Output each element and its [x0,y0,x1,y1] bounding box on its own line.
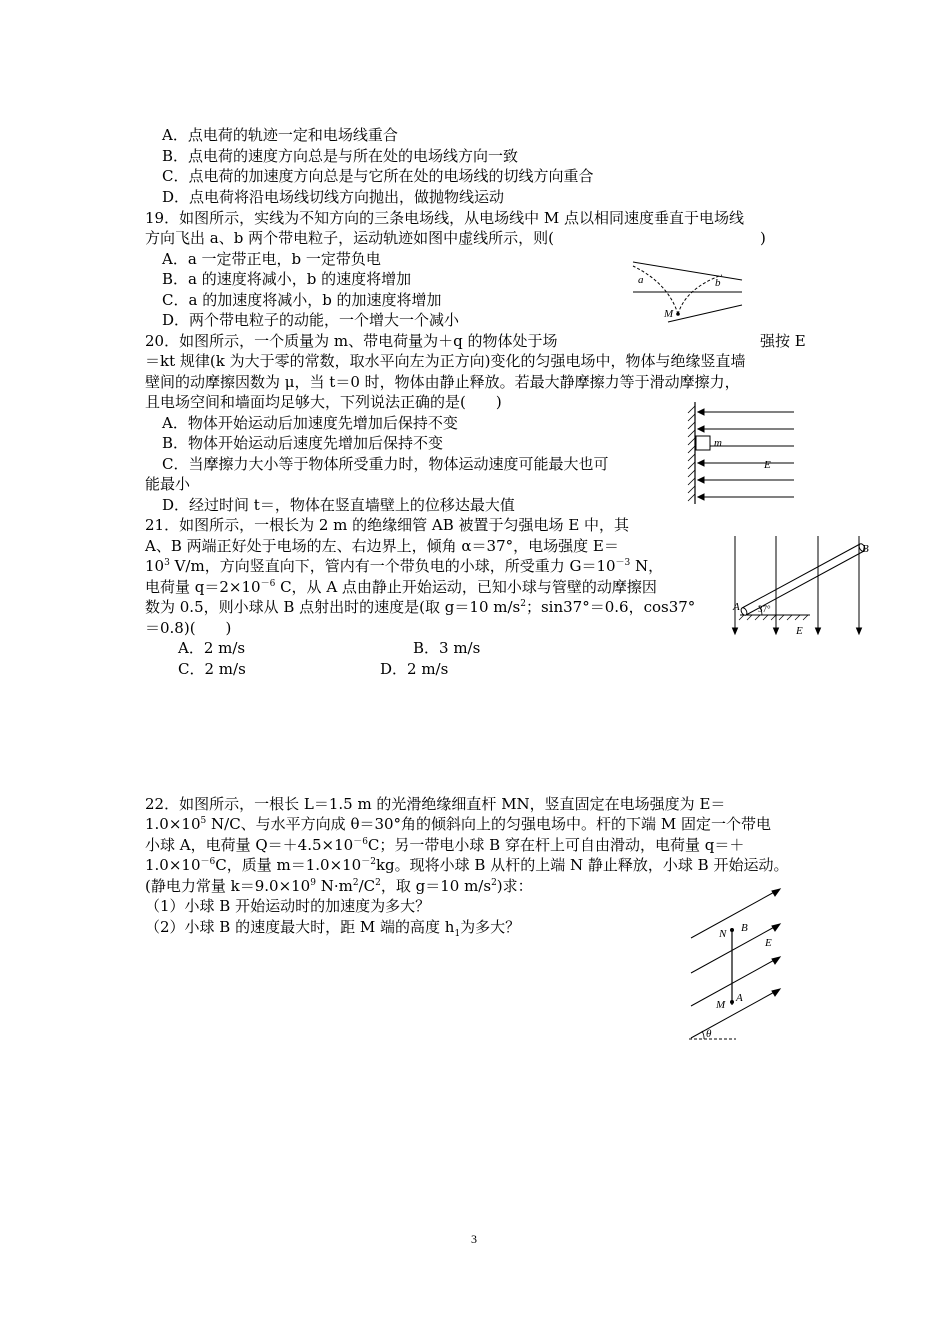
q18-option-d: D．点电荷将沿电场线切线方向抛出，做抛物线运动 [162,188,505,206]
q21-line-3: $10^3$ V/m，方向竖直向下，管内有一个带负电的小球，所受重力 $G=10^{-3}$ N， [145,557,664,575]
q20-stem-line-1a: 20．如图所示，一个质量为 m、带电荷量为＋q 的物体处于场 [145,332,558,350]
q19-stem-close: ) [760,229,766,247]
q20-option-b: B．物体开始运动后速度先增加后保持不变 [162,434,444,452]
q21-label-b: B [862,543,869,555]
q21-option-b: B．3 m/s [413,639,481,657]
q19-option-b: B．a 的速度将减小，b 的速度将增加 [162,270,412,288]
q22-rod-diagram [686,888,786,1043]
q21-label-angle: 37° [758,604,771,614]
q18-option-c: C．点电荷的加速度方向总是与它所在处的电场线的切线方向重合 [162,167,594,185]
q21-line-1: 21．如图所示，一根长为 2 m 的绝缘细管 AB 被置于匀强电场 E 中，其 [145,516,630,534]
q22-label-a: A [736,992,743,1004]
q20-option-a: A．物体开始运动后加速度先增加后保持不变 [162,414,458,432]
q19-stem-line-2: 方向飞出 a、b 两个带电粒子，运动轨迹如图中虚线所示，则( [145,229,554,247]
q21-label-a: A [733,601,740,613]
q20-option-d: D．经过时间 t＝，物体在竖直墙壁上的位移达最大值 [162,496,515,514]
q19-option-c: C．a 的加速度将减小，b 的加速度将增加 [162,291,442,309]
q22-question-1: （1）小球 B 开始运动时的加速度为多大？ [145,897,431,915]
q21-line-4: 电荷量 $q=2\times 10^{-6}$ C，从 A 点由静止开始运动，已知小球与管壁的动摩擦因 [145,578,657,596]
q21-line-5: 数为 0.5，则小球从 B 点射出时的速度是(取 g＝10 $m/s^2$；sin37°＝0.6，cos37° [145,598,696,616]
q21-option-d: D．2 m/s [380,660,449,678]
q22-line-2: $1.0\times 10^5$ N/C、与水平方向成 θ＝30°角的倾斜向上的匀强电场中。杆的下端 M 固定一个带电 [145,815,771,833]
q20-stem-line-4: 且电场空间和墙面均足够大，下列说法正确的是( ) [145,393,502,411]
q22-line-3: 小球 A，电荷量 $Q=+4.5\times 10^{-6}C$；另一带电小球 B 穿在杆上可自由滑动，电荷量 q＝＋ [145,836,745,854]
q20-label-m: m [714,437,722,449]
q21-tube-diagram [728,534,880,638]
q19-label-m: M [664,308,674,320]
q22-label-m: M [716,999,726,1011]
page-number: 3 [471,1232,477,1246]
q21-option-c: C．2 m/s [178,660,246,678]
q21-line-2: A、B 两端正好处于电场的左、右边界上，倾角 α＝37°，电场强度 E＝ [145,537,619,555]
q20-stem-line-2: ＝kt 规律(k 为大于零的常数，取水平向左为正方向)变化的匀强电场中，物体与绝缘竖直墙 [145,352,746,370]
q22-line-4: $1.0\times 10^{-6}C$，质量 $m=1.0\times 10^{-2}kg$。现将小球 B 从杆的上端 N 静止释放，小球 B 开始运动。 [145,856,789,874]
q22-label-n: N [719,928,727,940]
q20-stem-line-1b: 强按 E [760,332,806,350]
q19-stem-line-1: 19．如图所示，实线为不知方向的三条电场线，从电场线中 M 点以相同速度垂直于电场线 [145,209,744,227]
q22-label-theta: θ [706,1028,712,1040]
q19-field-diagram [628,258,748,328]
q19-label-b: b [715,277,721,289]
q20-stem-line-3: 壁间的动摩擦因数为 μ，当 t＝0 时，物体由静止释放。若最大静摩擦力等于滑动摩擦力， [145,373,740,391]
q18-option-b: B．点电荷的速度方向总是与所在处的电场线方向一致 [162,147,519,165]
q19-label-a: a [638,274,644,286]
q20-label-e: E [764,459,771,471]
q21-label-e: E [796,625,803,637]
q18-option-a: A．点电荷的轨迹一定和电场线重合 [162,126,398,144]
q22-question-2: （2）小球 B 的速度最大时，距 M 端的高度 $h_1$为多大？ [145,918,521,939]
q19-option-d: D．两个带电粒子的动能，一个增大一个减小 [162,311,460,329]
q22-label-e: E [765,937,772,949]
q21-option-a: A．2 m/s [178,639,246,657]
q20-option-c: C．当摩擦力大小等于物体所受重力时，物体运动速度可能最大也可 [162,455,609,473]
q19-option-a: A．a 一定带正电，b 一定带负电 [162,250,381,268]
q22-line-5: (静电力常量 $k=9.0\times 10^9$ $N\cdot m^2/C^2$，取 g＝10 $m/s^2$)求： [145,877,533,895]
q22-line-1: 22．如图所示，一根长 L＝1.5 m 的光滑绝缘细直杆 MN，竖直固定在电场强度为 E＝ [145,795,726,813]
q20-wall-diagram [684,398,799,506]
q22-label-b: B [741,922,748,934]
q21-line-6: ＝0.8)( ) [145,619,232,637]
q20-option-c-cont: 能最小 [145,475,191,493]
